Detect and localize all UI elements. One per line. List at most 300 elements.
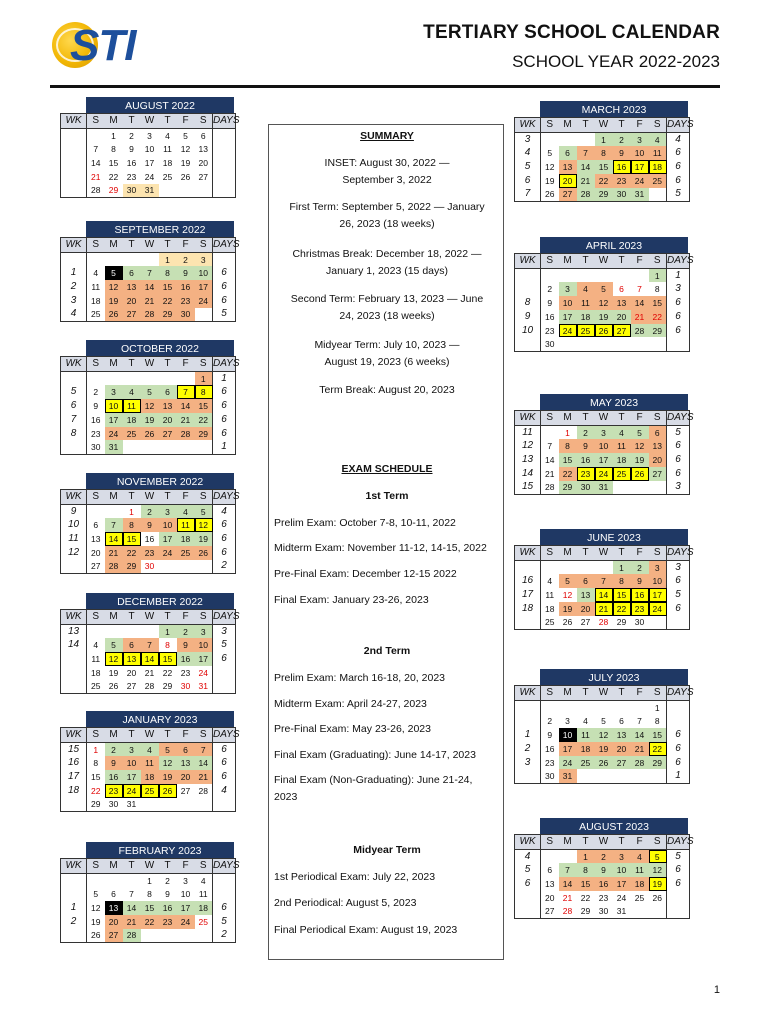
- week-number: [515, 714, 541, 728]
- day-cell: 12: [631, 439, 649, 453]
- day-cell: 25: [541, 616, 559, 630]
- day-cell: 22: [559, 467, 577, 481]
- day-cell: 29: [195, 427, 213, 441]
- day-cell: 31: [613, 905, 631, 919]
- week-row: [515, 160, 690, 174]
- column-header: DAYS: [667, 411, 690, 426]
- day-cell: 20: [177, 770, 195, 784]
- day-cell: [595, 769, 613, 783]
- day-cell: 2: [547, 716, 553, 727]
- week-row: [61, 156, 236, 170]
- day-cell: 23: [141, 546, 159, 560]
- column-header: WK: [61, 238, 87, 253]
- day-cell: 13: [545, 878, 555, 889]
- week-number: 18: [61, 784, 87, 798]
- week-row: [61, 170, 236, 184]
- day-cell: [195, 184, 213, 198]
- day-cell: 27: [649, 467, 667, 481]
- column-header: S: [87, 114, 105, 129]
- week-number: 10: [515, 324, 541, 338]
- t2-final-exam-graduating: Final Exam (Graduating): June 14-17, 2023: [274, 749, 476, 761]
- column-header: M: [559, 546, 577, 561]
- day-cell: 14: [559, 877, 577, 891]
- column-header: T: [613, 835, 631, 850]
- class-days-count: 6: [213, 266, 236, 280]
- day-cell: 3: [195, 625, 213, 639]
- day-cell: 30: [105, 798, 123, 812]
- day-cell: 14: [123, 901, 141, 915]
- day-cell: 11: [123, 399, 141, 413]
- day-cell: 22: [649, 742, 667, 756]
- class-days-count: 6: [667, 296, 690, 310]
- day-cell: 6: [577, 574, 595, 588]
- day-cell: [141, 798, 159, 812]
- week-number: 18: [515, 602, 541, 616]
- day-cell: 9: [129, 144, 134, 155]
- day-cell: 12: [649, 863, 667, 877]
- day-cell: 15: [91, 771, 101, 782]
- day-cell: 4: [613, 426, 631, 440]
- day-cell: 22: [91, 785, 101, 796]
- day-cell: [123, 253, 141, 267]
- day-cell: 2: [613, 133, 631, 147]
- day-cell: 14: [577, 160, 595, 174]
- day-cell: 10: [631, 146, 649, 160]
- day-cell: [159, 372, 177, 386]
- column-header: T: [159, 859, 177, 874]
- day-cell: 3: [631, 133, 649, 147]
- day-cell: 9: [93, 400, 99, 411]
- class-days-count: 6: [667, 467, 690, 481]
- column-header: M: [559, 411, 577, 426]
- day-cell: 26: [595, 324, 613, 338]
- week-number: 14: [61, 638, 87, 652]
- calendar-grid: [60, 113, 240, 198]
- day-cell: 5: [105, 266, 123, 280]
- day-cell: 17: [177, 901, 195, 915]
- class-days-count: [213, 184, 236, 198]
- midyear-second-periodical: 2nd Periodical: August 5, 2023: [274, 897, 417, 909]
- day-cell: [195, 308, 213, 322]
- day-cell: [105, 505, 123, 519]
- day-cell: 4: [141, 743, 159, 757]
- class-days-count: 5: [213, 915, 236, 929]
- class-days-count: [213, 170, 236, 184]
- day-cell: [613, 701, 631, 715]
- day-cell: 28: [595, 616, 613, 630]
- column-header: W: [141, 859, 159, 874]
- class-days-count: 6: [667, 756, 690, 770]
- day-cell: 8: [613, 574, 631, 588]
- day-cell: 29: [613, 616, 631, 630]
- day-cell: 31: [141, 184, 159, 198]
- calendar-november-2022: [60, 473, 240, 574]
- month-title: APRIL 2023: [540, 237, 688, 253]
- column-header: DAYS: [213, 728, 236, 743]
- week-number: 15: [515, 481, 541, 495]
- column-header: T: [613, 546, 631, 561]
- column-header: S: [649, 686, 667, 701]
- day-cell: 21: [577, 174, 595, 188]
- day-cell: 1: [577, 850, 595, 864]
- day-cell: 12: [545, 161, 555, 172]
- calendar-april-2023: [514, 237, 694, 352]
- column-header: M: [105, 859, 123, 874]
- day-cell: 28: [541, 481, 559, 495]
- day-cell: [595, 337, 613, 351]
- day-cell: [631, 769, 649, 783]
- day-cell: 14: [195, 756, 213, 770]
- column-header: T: [613, 254, 631, 269]
- week-number: 1: [61, 901, 87, 915]
- column-header: F: [177, 357, 195, 372]
- week-row: [515, 769, 690, 783]
- day-cell: [177, 560, 195, 574]
- day-cell: 13: [159, 399, 177, 413]
- day-cell: 7: [577, 146, 595, 160]
- day-cell: 15: [649, 296, 667, 310]
- day-cell: 18: [91, 667, 101, 678]
- column-header: T: [123, 728, 141, 743]
- day-cell: 6: [649, 426, 667, 440]
- day-cell: 23: [159, 915, 177, 929]
- day-cell: [649, 616, 667, 630]
- day-cell: 5: [601, 716, 606, 727]
- class-days-count: 6: [667, 574, 690, 588]
- day-cell: 1: [565, 427, 570, 438]
- column-header: WK: [61, 728, 87, 743]
- day-cell: [141, 440, 159, 454]
- day-cell: 28: [577, 188, 595, 202]
- column-header: F: [631, 835, 649, 850]
- day-cell: 11: [198, 889, 208, 900]
- day-cell: 17: [631, 160, 649, 174]
- day-cell: [541, 133, 559, 147]
- week-number: [61, 798, 87, 812]
- day-cell: 30: [177, 308, 195, 322]
- column-header: M: [559, 118, 577, 133]
- weekday-header-row: [515, 686, 690, 701]
- day-cell: 27: [123, 680, 141, 694]
- class-days-count: [667, 891, 690, 905]
- day-cell: [595, 269, 613, 283]
- column-header: S: [87, 238, 105, 253]
- day-cell: 17: [613, 877, 631, 891]
- day-cell: 3: [147, 130, 152, 141]
- class-days-count: 6: [667, 877, 690, 891]
- day-cell: 26: [652, 892, 662, 903]
- week-number: [515, 282, 541, 296]
- week-number: 13: [515, 453, 541, 467]
- day-cell: 29: [159, 680, 177, 694]
- day-cell: 22: [159, 294, 177, 308]
- day-cell: 3: [195, 253, 213, 267]
- day-cell: 13: [577, 588, 595, 602]
- class-days-count: 5: [667, 426, 690, 440]
- class-days-count: 6: [667, 146, 690, 160]
- day-cell: 9: [177, 266, 195, 280]
- column-header: T: [123, 610, 141, 625]
- day-cell: 20: [613, 310, 631, 324]
- day-cell: 17: [105, 413, 123, 427]
- week-number: [61, 440, 87, 454]
- column-header: S: [649, 254, 667, 269]
- column-header: W: [595, 835, 613, 850]
- day-cell: 2: [141, 505, 159, 519]
- column-header: S: [649, 411, 667, 426]
- day-cell: 14: [105, 532, 123, 546]
- day-cell: 25: [177, 546, 195, 560]
- day-cell: 19: [91, 916, 101, 927]
- day-cell: 19: [595, 742, 613, 756]
- day-cell: 6: [123, 638, 141, 652]
- column-header: T: [577, 118, 595, 133]
- day-cell: 8: [195, 385, 213, 399]
- day-cell: 26: [595, 756, 613, 770]
- class-days-count: [213, 874, 236, 888]
- midyear-final-periodical: Final Periodical Exam: August 19, 2023: [274, 924, 458, 936]
- week-number: 6: [515, 174, 541, 188]
- column-header: T: [159, 114, 177, 129]
- day-cell: 17: [595, 453, 613, 467]
- day-cell: 27: [180, 785, 191, 796]
- day-cell: [87, 253, 105, 267]
- class-days-count: 2: [213, 560, 236, 574]
- day-cell: 7: [141, 638, 159, 652]
- weekday-header-row: [515, 254, 690, 269]
- week-row: [515, 174, 690, 188]
- month-title: JANUARY 2023: [86, 711, 234, 727]
- calendar-august-2022: [60, 97, 240, 198]
- month-title: MAY 2023: [540, 394, 688, 410]
- day-cell: 24: [159, 546, 177, 560]
- column-header: M: [105, 114, 123, 129]
- week-number: 2: [61, 915, 87, 929]
- day-cell: [541, 426, 559, 440]
- class-days-count: 6: [667, 453, 690, 467]
- day-cell: 21: [595, 602, 613, 616]
- day-cell: 5: [631, 426, 649, 440]
- day-cell: 10: [159, 518, 177, 532]
- day-cell: 27: [577, 616, 595, 630]
- column-header: M: [105, 238, 123, 253]
- day-cell: 25: [634, 892, 645, 903]
- day-cell: 5: [559, 574, 577, 588]
- column-header: WK: [61, 610, 87, 625]
- week-row: [61, 887, 236, 901]
- class-days-count: 6: [667, 174, 690, 188]
- day-cell: [87, 625, 105, 639]
- class-days-count: 4: [667, 133, 690, 147]
- day-cell: [559, 850, 577, 864]
- class-days-count: [213, 666, 236, 680]
- class-days-count: 5: [667, 188, 690, 202]
- week-number: 7: [61, 413, 87, 427]
- day-cell: 15: [159, 652, 177, 666]
- day-cell: 16: [613, 160, 631, 174]
- class-days-count: 3: [667, 561, 690, 575]
- week-number: 12: [515, 439, 541, 453]
- class-days-count: [213, 156, 236, 170]
- day-cell: 7: [129, 889, 134, 900]
- day-cell: 10: [180, 889, 191, 900]
- day-cell: [631, 701, 649, 715]
- day-cell: 6: [93, 520, 99, 531]
- week-number: 16: [61, 756, 87, 770]
- day-cell: [105, 874, 123, 888]
- week-row: [61, 680, 236, 694]
- month-title: MARCH 2023: [540, 101, 688, 117]
- day-cell: 9: [165, 889, 170, 900]
- column-header: S: [87, 490, 105, 505]
- day-cell: 10: [195, 266, 213, 280]
- day-cell: [649, 769, 667, 783]
- week-number: 11: [515, 426, 541, 440]
- week-number: [61, 170, 87, 184]
- column-header: W: [141, 728, 159, 743]
- day-cell: 9: [577, 439, 595, 453]
- week-number: [515, 269, 541, 283]
- day-cell: 6: [619, 284, 624, 295]
- week-row: [515, 877, 690, 891]
- day-cell: 19: [649, 877, 667, 891]
- week-number: [61, 184, 87, 198]
- day-cell: 1: [649, 269, 667, 283]
- day-cell: 7: [93, 144, 99, 155]
- day-cell: 2: [595, 850, 613, 864]
- class-days-count: 6: [213, 743, 236, 757]
- week-row: [61, 294, 236, 308]
- week-number: 15: [61, 743, 87, 757]
- class-days-count: 6: [213, 427, 236, 441]
- day-cell: 4: [631, 850, 649, 864]
- week-row: [61, 638, 236, 652]
- class-days-count: 5: [213, 638, 236, 652]
- day-cell: 11: [177, 518, 195, 532]
- week-number: [61, 142, 87, 156]
- week-row: [61, 385, 236, 399]
- day-cell: 1: [147, 875, 152, 886]
- weekday-header-row: [515, 835, 690, 850]
- column-header: W: [141, 610, 159, 625]
- day-cell: 24: [616, 892, 627, 903]
- column-header: T: [123, 859, 141, 874]
- day-cell: 25: [577, 324, 595, 338]
- day-cell: 17: [144, 157, 155, 168]
- day-cell: 13: [123, 652, 141, 666]
- week-number: [515, 701, 541, 715]
- day-cell: 23: [545, 757, 555, 768]
- day-cell: 20: [91, 547, 101, 558]
- day-cell: 10: [649, 574, 667, 588]
- month-title: SEPTEMBER 2022: [86, 221, 234, 237]
- day-cell: 8: [559, 439, 577, 453]
- day-cell: 4: [93, 640, 99, 651]
- week-row: [515, 850, 690, 864]
- calendar-august-2023: [514, 818, 694, 919]
- day-cell: 26: [195, 546, 213, 560]
- day-cell: 26: [541, 188, 559, 202]
- day-cell: 3: [595, 426, 613, 440]
- day-cell: 21: [144, 667, 155, 678]
- week-row: [61, 142, 236, 156]
- day-cell: [613, 269, 631, 283]
- day-cell: 17: [123, 770, 141, 784]
- day-cell: 10: [559, 296, 577, 310]
- day-cell: [541, 269, 559, 283]
- midyear-first-periodical: 1st Periodical Exam: July 22, 2023: [274, 871, 436, 883]
- day-cell: 13: [613, 728, 631, 742]
- week-row: [61, 929, 236, 943]
- weekday-header-row: [61, 490, 236, 505]
- week-row: [61, 399, 236, 413]
- column-header: F: [177, 610, 195, 625]
- day-cell: 31: [123, 798, 141, 812]
- day-cell: 21: [631, 310, 649, 324]
- column-header: DAYS: [667, 546, 690, 561]
- day-cell: [649, 188, 667, 202]
- day-cell: [123, 625, 141, 639]
- day-cell: 21: [141, 294, 159, 308]
- page-subtitle: SCHOOL YEAR 2022-2023: [512, 52, 720, 71]
- day-cell: 2: [129, 130, 134, 141]
- column-header: M: [559, 254, 577, 269]
- weekday-header-row: [61, 238, 236, 253]
- day-cell: 12: [195, 518, 213, 532]
- column-header: T: [577, 254, 595, 269]
- day-cell: 7: [595, 574, 613, 588]
- day-cell: 19: [195, 532, 213, 546]
- day-cell: 11: [91, 653, 101, 664]
- day-cell: [87, 505, 105, 519]
- week-number: 1: [515, 728, 541, 742]
- day-cell: 24: [195, 294, 213, 308]
- day-cell: 9: [105, 756, 123, 770]
- class-days-count: [213, 798, 236, 812]
- calendar-grid: [60, 609, 240, 694]
- day-cell: [159, 798, 177, 812]
- column-header: WK: [515, 254, 541, 269]
- day-cell: 25: [87, 680, 105, 694]
- day-cell: 19: [595, 310, 613, 324]
- day-cell: 27: [541, 905, 559, 919]
- day-cell: 19: [545, 175, 555, 186]
- column-header: DAYS: [213, 859, 236, 874]
- week-number: 1: [61, 266, 87, 280]
- day-cell: 11: [545, 589, 555, 600]
- page-title: TERTIARY SCHOOL CALENDAR: [423, 22, 720, 43]
- week-row: [61, 915, 236, 929]
- week-number: 2: [61, 280, 87, 294]
- column-header: W: [141, 114, 159, 129]
- day-cell: 1: [159, 253, 177, 267]
- day-cell: [87, 129, 105, 143]
- day-cell: [613, 481, 631, 495]
- day-cell: 18: [577, 310, 595, 324]
- day-cell: 9: [177, 638, 195, 652]
- day-cell: 11: [631, 863, 649, 877]
- week-row: [61, 413, 236, 427]
- day-cell: 8: [654, 284, 660, 295]
- day-cell: [559, 561, 577, 575]
- calendar-grid: [60, 356, 240, 455]
- week-number: 8: [515, 296, 541, 310]
- day-cell: 8: [595, 146, 613, 160]
- day-cell: 11: [577, 296, 595, 310]
- day-cell: 16: [159, 901, 177, 915]
- day-cell: 17: [195, 652, 213, 666]
- column-header: S: [541, 118, 559, 133]
